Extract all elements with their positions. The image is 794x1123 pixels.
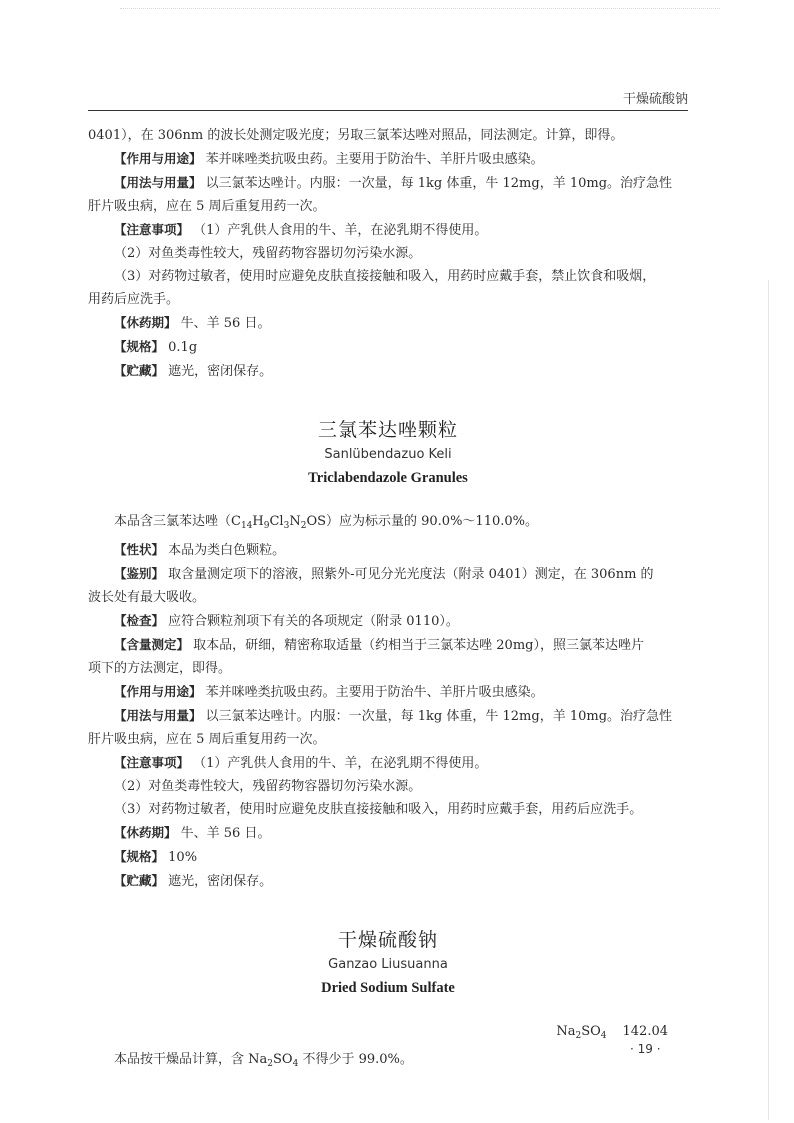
monograph-2-title-pinyin: Sanlübendazuo Keli: [324, 447, 452, 462]
storage-paragraph-2: [88, 869, 688, 893]
dosage-label: 【用法与用量】: [114, 175, 202, 190]
dosage-text: 以三氯苯达唑计。内服：一次量，每 1kg 体重，牛 12mg，羊 10mg。治疗急性: [201, 176, 673, 191]
withdrawal-paragraph: [88, 311, 688, 335]
monograph-3-title-pinyin: Ganzao Liusuanna: [328, 957, 448, 972]
monograph-3-title-en: Dried Sodium Sulfate: [321, 980, 455, 996]
monograph-2-content: [88, 510, 688, 538]
running-header-title: 干燥硫酸钠: [622, 92, 688, 107]
caution-item-1: （1）产乳供人食用的牛、羊，在泌乳期不得使用。: [189, 756, 488, 771]
dosage-paragraph: [88, 171, 688, 195]
character-label: 【性状】: [114, 542, 165, 557]
caution-paragraph-2: [88, 751, 688, 775]
formula-subscript: 14: [240, 521, 253, 531]
dosage-text: 以三氯苯达唑计。内服：一次量，每 1kg 体重，牛 12mg，羊 10mg。治疗急性: [201, 709, 673, 724]
formula-subscript: 4: [292, 1059, 299, 1069]
spec-label: 【规格】: [114, 339, 165, 354]
identification-label: 【鉴别】: [114, 566, 165, 581]
caution-item-2: （2）对鱼类毒性较大，残留药物容器切勿污染水源。: [114, 246, 422, 261]
usage-label: 【作用与用途】: [114, 684, 202, 699]
molecular-weight: 142.04: [622, 1024, 668, 1039]
formula-subscript: 4: [600, 1031, 607, 1041]
molecular-formula-line: [88, 1020, 688, 1048]
page-right-edge: [768, 280, 769, 1120]
usage-paragraph: [88, 147, 688, 171]
page-top-edge: [120, 8, 720, 9]
assay-label: 【含量测定】: [114, 637, 190, 652]
character-paragraph: [88, 538, 688, 562]
monograph-2-heading: [88, 416, 688, 490]
header-rule: [88, 110, 688, 111]
caution-label: 【注意事项】: [114, 222, 190, 237]
spec-text: 10%: [164, 850, 198, 865]
dosage-label: 【用法与用量】: [114, 708, 202, 723]
formula-subscript: 2: [267, 1059, 273, 1069]
intro-line: 0401），在 306nm 的波长处测定吸光度；另取三氯苯达唑对照品，同法测定。计算，即得。: [88, 128, 624, 143]
usage-paragraph-2: [88, 680, 688, 704]
monograph-2-title-en: Triclabendazole Granules: [308, 470, 468, 486]
content-text: 本品含三氯苯达唑（C: [114, 514, 241, 529]
inspection-label: 【检查】: [114, 613, 165, 628]
formula-subscript: 2: [300, 521, 307, 531]
usage-text: 苯并咪唑类抗吸虫药。主要用于防治牛、羊肝片吸虫感染。: [201, 685, 544, 700]
monograph-3-title-cn: 干燥硫酸钠: [337, 929, 438, 951]
identification-text: 取含量测定项下的溶液，照紫外-可见分光光度法（附录 0401）测定，在 306nm 的: [164, 567, 654, 582]
content-text: 不得少于 99.0%。: [298, 1052, 413, 1067]
monograph-3-heading: [88, 926, 688, 1000]
withdrawal-text: 牛、羊 56 日。: [176, 826, 271, 841]
storage-paragraph: [88, 359, 688, 383]
storage-text: 遮光，密闭保存。: [164, 364, 273, 379]
identification-continuation: 波长处有最大吸收。: [88, 590, 206, 605]
formula-element: N: [289, 514, 301, 529]
withdrawal-label: 【休药期】: [114, 825, 177, 840]
storage-label: 【贮藏】: [114, 873, 165, 888]
monograph-2-title-cn: 三氯苯达唑颗粒: [317, 419, 458, 441]
page-number: · 19 ·: [630, 1042, 661, 1056]
content-text: 本品按干燥品计算，含 Na: [114, 1052, 268, 1067]
formula-element: Cl: [269, 514, 284, 529]
inspection-paragraph: [88, 609, 688, 633]
character-text: 本品为类白色颗粒。: [164, 543, 286, 558]
usage-label: 【作用与用途】: [114, 151, 202, 166]
formula-element: H: [252, 514, 264, 529]
assay-continuation: 项下的方法测定，即得。: [88, 661, 232, 676]
formula-element: SO: [581, 1024, 601, 1039]
storage-text: 遮光，密闭保存。: [164, 874, 273, 889]
formula-element: SO: [273, 1052, 293, 1067]
caution-label: 【注意事项】: [114, 755, 190, 770]
spec-label: 【规格】: [114, 849, 165, 864]
usage-text: 苯并咪唑类抗吸虫药。主要用于防治牛、羊肝片吸虫感染。: [201, 152, 544, 167]
assay-paragraph: [88, 633, 688, 657]
dosage-continuation: 肝片吸虫病，应在 5 周后重复用药一次。: [88, 199, 326, 214]
caution-item-2: （2）对鱼类毒性较大，残留药物容器切勿污染水源。: [114, 779, 422, 794]
identification-paragraph: [88, 562, 688, 586]
caution-item-3-continuation: 用药后应洗手。: [88, 292, 180, 307]
formula-element: Na: [556, 1024, 576, 1039]
storage-label: 【贮藏】: [114, 363, 165, 378]
dosage-continuation-2: 肝片吸虫病，应在 5 周后重复用药一次。: [88, 732, 326, 747]
caution-item-3: （3）对药物过敏者，使用时应避免皮肤直接接触和吸入，用药时应戴手套，用药后应洗手。: [114, 802, 643, 817]
assay-text: 取本品，研细，精密称取适量（约相当于三氯苯达唑 20mg），照三氯苯达唑片: [189, 638, 644, 653]
formula-subscript: 2: [575, 1031, 582, 1041]
caution-paragraph: [88, 218, 688, 242]
caution-item-1: （1）产乳供人食用的牛、羊，在泌乳期不得使用。: [189, 223, 488, 238]
withdrawal-label: 【休药期】: [114, 315, 177, 330]
spec-paragraph: [88, 335, 688, 359]
spec-paragraph-2: [88, 845, 688, 869]
inspection-text: 应符合颗粒剂项下有关的各项规定（附录 0110）。: [164, 614, 459, 629]
dosage-paragraph-2: [88, 704, 688, 728]
formula-subscript: 9: [263, 521, 270, 531]
formula-subscript: 3: [283, 521, 290, 531]
monograph-3-content: [88, 1048, 688, 1076]
page-body: [88, 124, 688, 1076]
withdrawal-paragraph-2: [88, 821, 688, 845]
content-text: OS）应为标示量的 90.0%～110.0%。: [306, 514, 539, 529]
caution-item-3: （3）对药物过敏者，使用时应避免皮肤直接接触和吸入，用药时应戴手套，禁止饮食和吸烟，: [114, 269, 656, 284]
spec-text: 0.1g: [164, 340, 198, 355]
withdrawal-text: 牛、羊 56 日。: [176, 316, 271, 331]
